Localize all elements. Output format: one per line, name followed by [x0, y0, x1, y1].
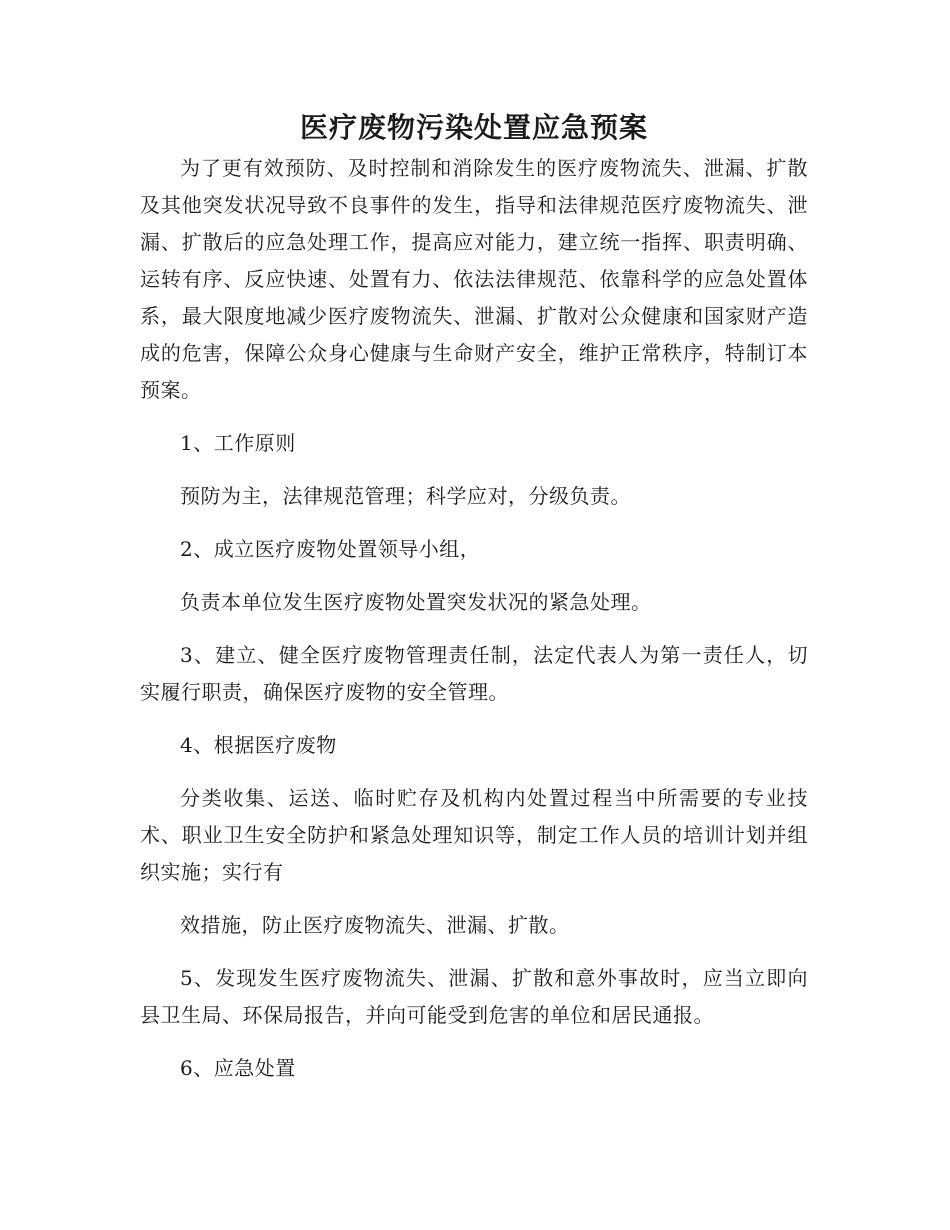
section-2-body: 负责本单位发生医疗废物处置突发状况的紧急处理。 — [180, 590, 652, 614]
section-1-heading: 1、工作原则 — [180, 431, 296, 455]
section-5-paragraph: 5、发现发生医疗废物流失、泄漏、扩散和意外事故时，应当立即向县卫生局、环保局报告，并向可能受到危害的单位和居民通报。 — [140, 966, 808, 1027]
section-3-paragraph: 3、建立、健全医疗废物管理责任制，法定代表人为第一责任人，切实履行职责，确保医疗废物的安全管理。 — [140, 643, 808, 704]
document-title: 医疗废物污染处置应急预案 — [299, 111, 648, 144]
section-4-body: 分类收集、运送、临时贮存及机构内处置过程当中所需要的专业技术、职业卫生安全防护和紧急处理知识等，制定工作人员的培训计划并组织实施；实行有 — [140, 786, 808, 884]
section-6-heading: 6、应急处置 — [180, 1056, 296, 1080]
intro-paragraph: 为了更有效预防、及时控制和消除发生的医疗废物流失、泄漏、扩散及其他突发状况导致不良事件的发生，指导和法律规范医疗废物流失、泄漏、扩散后的应急处理工作，提高应对能力，建立统一指挥、职责明确、运转有序、反应快速、处置有力、依法法律规范、依靠科学的应急处置体系，最大限度地减少医疗废物流失、泄漏、扩散对公众健康和国家财产造成的危害，保障公众身心健康与生命财产安全，维护正常秩序，特制订本预案。 — [140, 156, 808, 402]
document-page — [140, 108, 808, 1087]
section-4-heading: 4、根据医疗废物 — [180, 733, 337, 757]
section-1-body: 预防为主，法律规范管理；科学应对，分级负责。 — [180, 484, 631, 508]
section-4-continuation: 效措施，防止医疗废物流失、泄漏、扩散。 — [180, 913, 570, 937]
section-2-heading: 2、成立医疗废物处置领导小组， — [180, 537, 481, 561]
